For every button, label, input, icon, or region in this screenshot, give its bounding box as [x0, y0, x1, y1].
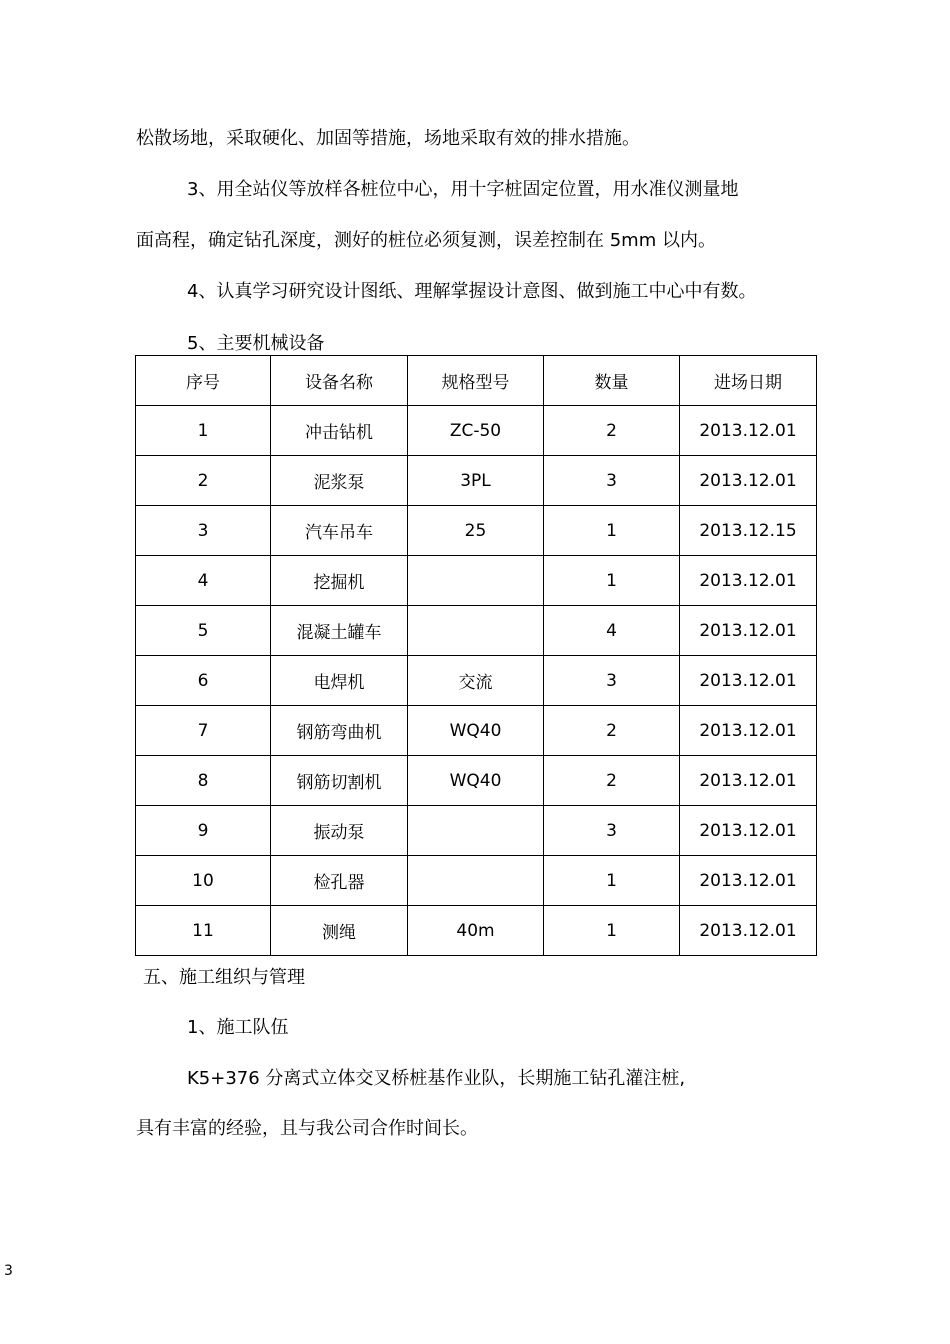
cell-index: 11: [136, 906, 271, 956]
table-row: [136, 506, 817, 556]
cell-quantity: 3: [544, 456, 680, 506]
cell-quantity: 1: [544, 856, 680, 906]
cell-index: 2: [136, 456, 271, 506]
cell-quantity: 2: [544, 706, 680, 756]
cell-index: 7: [136, 706, 271, 756]
cell-model: WQ40: [408, 706, 544, 756]
cell-entry-date: 2013.12.01: [680, 856, 817, 906]
table-row: [136, 706, 817, 756]
cell-equipment-name: 电焊机: [271, 656, 408, 706]
cell-quantity: 4: [544, 606, 680, 656]
table-row: [136, 606, 817, 656]
cell-equipment-name: 测绳: [271, 906, 408, 956]
header-quantity: 数量: [544, 356, 680, 406]
paragraph-study-drawings: 4、认真学习研究设计图纸、理解掌握设计意图、做到施工中心中有数。: [187, 281, 757, 302]
cell-equipment-name: 挖掘机: [271, 556, 408, 606]
cell-index: 4: [136, 556, 271, 606]
cell-quantity: 1: [544, 506, 680, 556]
header-entry-date: 进场日期: [680, 356, 817, 406]
cell-equipment-name: 钢筋弯曲机: [271, 706, 408, 756]
cell-quantity: 3: [544, 656, 680, 706]
table-row: [136, 406, 817, 456]
table-row: [136, 756, 817, 806]
paragraph-team-description: K5+376 分离式立体交叉桥桩基作业队，长期施工钻孔灌注桩,: [187, 1068, 686, 1089]
paragraph-site-drainage: 松散场地，采取硬化、加固等措施，场地采取有效的排水措施。: [136, 128, 640, 149]
paragraph-pile-layout-cont: 面高程，确定钻孔深度，测好的桩位必须复测，误差控制在 5mm 以内。: [136, 230, 716, 251]
cell-index: 6: [136, 656, 271, 706]
cell-quantity: 1: [544, 906, 680, 956]
cell-index: 9: [136, 806, 271, 856]
cell-model: 3PL: [408, 456, 544, 506]
cell-equipment-name: 钢筋切割机: [271, 756, 408, 806]
cell-equipment-name: 汽车吊车: [271, 506, 408, 556]
header-model: 规格型号: [408, 356, 544, 406]
cell-model: [408, 856, 544, 906]
table-row: [136, 456, 817, 506]
table-row: [136, 856, 817, 906]
table-row: [136, 906, 817, 956]
cell-entry-date: 2013.12.01: [680, 406, 817, 456]
header-equipment-name: 设备名称: [271, 356, 408, 406]
cell-model: [408, 556, 544, 606]
table-header-row: [136, 356, 817, 406]
equipment-table: [135, 355, 817, 956]
cell-model: 交流: [408, 656, 544, 706]
cell-quantity: 2: [544, 406, 680, 456]
cell-model: 25: [408, 506, 544, 556]
cell-entry-date: 2013.12.01: [680, 706, 817, 756]
cell-equipment-name: 混凝土罐车: [271, 606, 408, 656]
cell-quantity: 2: [544, 756, 680, 806]
cell-index: 3: [136, 506, 271, 556]
cell-model: [408, 806, 544, 856]
cell-equipment-name: 泥浆泵: [271, 456, 408, 506]
cell-equipment-name: 振动泵: [271, 806, 408, 856]
table-row: [136, 556, 817, 606]
cell-entry-date: 2013.12.01: [680, 906, 817, 956]
cell-quantity: 3: [544, 806, 680, 856]
cell-entry-date: 2013.12.01: [680, 456, 817, 506]
cell-entry-date: 2013.12.15: [680, 506, 817, 556]
table-body: [136, 406, 817, 956]
section-heading-organization: 五、施工组织与管理: [143, 967, 305, 988]
table-row: [136, 806, 817, 856]
cell-index: 10: [136, 856, 271, 906]
table-row: [136, 656, 817, 706]
cell-index: 1: [136, 406, 271, 456]
cell-quantity: 1: [544, 556, 680, 606]
cell-model: [408, 606, 544, 656]
section-heading-equipment: 5、主要机械设备: [187, 333, 325, 354]
cell-model: 40m: [408, 906, 544, 956]
cell-equipment-name: 冲击钻机: [271, 406, 408, 456]
cell-equipment-name: 检孔器: [271, 856, 408, 906]
cell-index: 5: [136, 606, 271, 656]
cell-index: 8: [136, 756, 271, 806]
header-index: 序号: [136, 356, 271, 406]
paragraph-team-description-cont: 具有丰富的经验，且与我公司合作时间长。: [136, 1118, 478, 1139]
cell-entry-date: 2013.12.01: [680, 806, 817, 856]
cell-entry-date: 2013.12.01: [680, 606, 817, 656]
page-number: 3: [4, 1263, 13, 1279]
cell-model: ZC-50: [408, 406, 544, 456]
cell-entry-date: 2013.12.01: [680, 656, 817, 706]
cell-entry-date: 2013.12.01: [680, 556, 817, 606]
cell-entry-date: 2013.12.01: [680, 756, 817, 806]
cell-model: WQ40: [408, 756, 544, 806]
subheading-construction-team: 1、施工队伍: [187, 1017, 289, 1038]
paragraph-pile-layout: 3、用全站仪等放样各桩位中心，用十字桩固定位置，用水准仪测量地: [187, 179, 739, 200]
